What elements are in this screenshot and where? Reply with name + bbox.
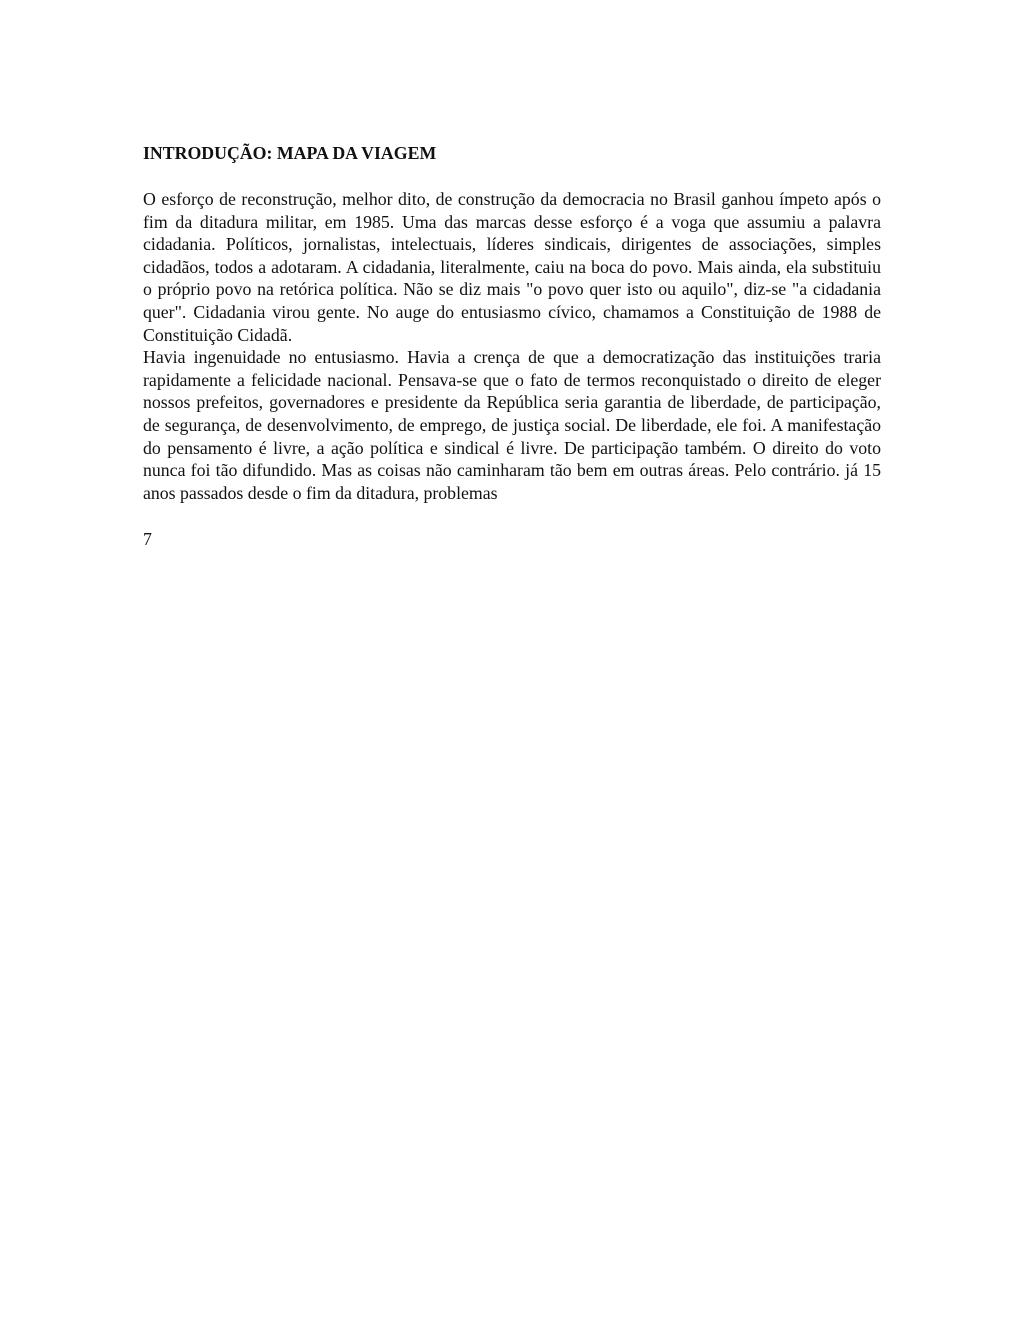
page-content — [143, 140, 881, 552]
paragraph-2: Havia ingenuidade no entusiasmo. Havia a crença de que a democratização das instituições traria rapidamente a felicidade nacional. Pensava-se que o fato de termos reconquistado o direito de eleger nossos prefeitos, governadores e presidente da República seria garantia de liberdade, de participação, de segurança, de desenvolvimento, de emprego, de justiça social. De liberdade, ele foi. A manifestação do pensamento é livre, a ação política e sindical é livre. De participação também. O direito do voto nunca foi tão difundido. Mas as coisas não caminharam tão bem em outras áreas. Pelo contrário. já 15 anos passados desde o fim da ditadura, problemas — [143, 347, 881, 503]
page-number: 7 — [143, 529, 152, 550]
paragraph-1: O esforço de reconstrução, melhor dito, de construção da democracia no Brasil ganhou ímpeto após o fim da ditadura militar, em 1985. Uma das marcas desse esforço é a voga que assumiu a palavra cidadania. Políticos, jornalistas, intelectuais, líderes sindicais, dirigentes de associações, simples cidadãos, todos a adotaram. A cidadania, literalmente, caiu na boca do povo. Mais ainda, ela substituiu o próprio povo na retórica política. Não se diz mais "o povo quer isto ou aquilo", diz-se "a cidadania quer". Cidadania virou gente. No auge do entusiasmo cívico, chamamos a Constituição de 1988 de Constituição Cidadã. — [143, 189, 881, 345]
chapter-title: INTRODUÇÃO: MAPA DA VIAGEM — [143, 143, 437, 163]
